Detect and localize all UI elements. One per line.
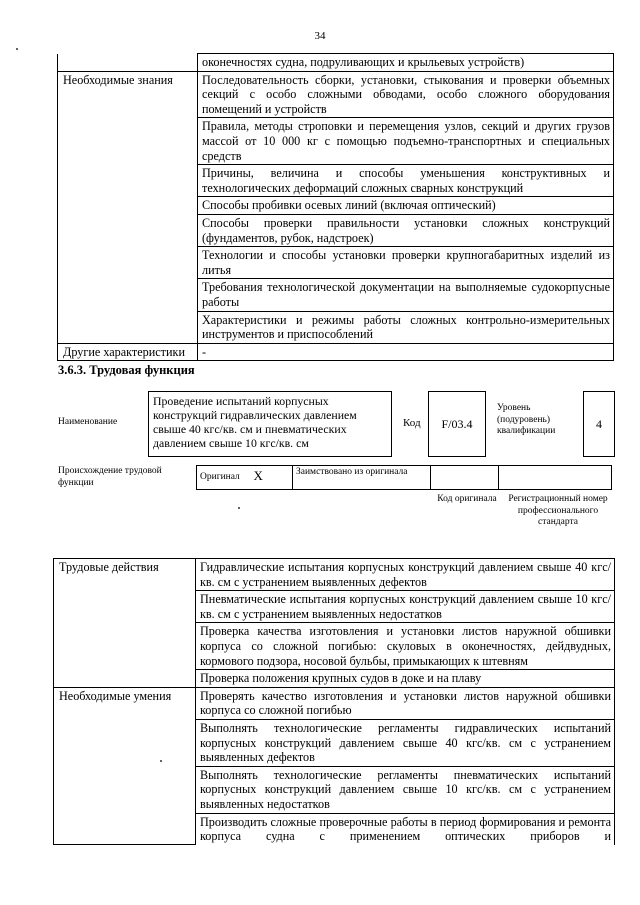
- code-label: Код: [403, 417, 421, 429]
- skill-item: Проверять качество изготовления и установки листов наружной обшивки корпуса со сложной погибью: [196, 687, 615, 719]
- knowledge-item: Правила, методы строповки и перемещения узлов, секций и других грузов массой от 10 000 кг с помощью подъемно-транспортных и специальных средств: [198, 118, 614, 165]
- knowledge-table: [57, 53, 614, 361]
- actions-label: Трудовые действия: [54, 559, 196, 688]
- origin-label: Происхождение трудовой функции: [58, 466, 162, 488]
- registration-caption: Регистрационный номер профессионального стандарта: [508, 494, 608, 527]
- knowledge-item: Характеристики и режимы работы сложных контрольно-измерительных инструментов и приспособлений: [198, 311, 614, 343]
- continuation-text: оконечностях судна, подруливающих и крыльевых устройств): [198, 54, 614, 72]
- knowledge-item: Способы проверки правильности установки сложных конструкций (фундаментов, рубок, надстроек): [198, 214, 614, 246]
- skill-item: Выполнять технологические регламенты гидравлических испытаний корпусных конструкций давлением свыше 40 кгс/кв. см с устранением выявленных дефектов: [196, 719, 615, 766]
- function-code-box: F/03.4: [428, 391, 486, 457]
- name-label: Наименование: [58, 417, 118, 427]
- other-characteristics-label: Другие характеристики: [58, 343, 198, 361]
- level-label: Уровень (подуровень) квалификации: [497, 403, 556, 436]
- action-item: Проверка положения крупных судов в доке и на плаву: [196, 670, 615, 688]
- knowledge-item: Причины, величина и способы уменьшения конструктивных и технологических деформаций сложных сварных конструкций: [198, 165, 614, 197]
- actions-table: [53, 558, 615, 845]
- registration-number-cell: [499, 466, 612, 490]
- action-item: Пневматические испытания корпусных конструкций давлением свыше 10 кгс/кв. см с устранением выявленных недостатков: [196, 591, 615, 623]
- scan-speck: [16, 48, 18, 50]
- skill-item: Производить сложные проверочные работы в период формирования и ремонта корпуса судна с применением оптических приборов и: [196, 813, 615, 845]
- original-code-cell: [431, 466, 499, 490]
- origin-table: [196, 465, 612, 490]
- other-characteristics-value: -: [198, 343, 614, 361]
- original-mark: X: [251, 466, 293, 490]
- skill-item: Выполнять технологические регламенты пневматических испытаний корпусных конструкций давлением свыше 10 кгс/кв. см с устранением выявленных недостатков: [196, 766, 615, 813]
- knowledge-item: Технологии и способы установки проверки крупногабаритных изделий из литья: [198, 247, 614, 279]
- qualification-level-box: 4: [583, 391, 615, 457]
- page-number: 34: [314, 30, 326, 42]
- action-item: Проверка качества изготовления и установки листов наружной обшивки корпуса со сложной погибью: скуловых в оконечностях, дейдвудных, кормового подзора, носовой бульбы, примыкающих к штевням: [196, 623, 615, 670]
- knowledge-item: Способы пробивки осевых линий (включая оптический): [198, 197, 614, 215]
- action-item: Гидравлические испытания корпусных конструкций давлением свыше 40 кгс/кв. см с устранением выявленных дефектов: [196, 559, 615, 591]
- function-name-box: Проведение испытаний корпусных конструкций гидравлических давлением свыше 40 кгс/кв. см и пневматических давлением свыше 10 кгс/кв. см: [148, 391, 392, 457]
- original-label: Оригинал: [197, 466, 251, 490]
- skills-label: Необходимые умения: [54, 687, 196, 844]
- knowledge-item: Требования технологической документации на выполняемые судокорпусные работы: [198, 279, 614, 311]
- knowledge-label: Необходимые знания: [58, 71, 198, 343]
- section-heading: 3.6.3. Трудовая функция: [58, 363, 195, 377]
- knowledge-item: Последовательность сборки, установки, стыкования и проверки объемных секций с особо сложными обводами, особо сложного оборудования помещений и устройств: [198, 71, 614, 118]
- scan-speck: [238, 507, 240, 509]
- borrowed-label: Заимствовано из оригинала: [293, 466, 431, 490]
- code-caption: Код оригинала: [437, 494, 497, 504]
